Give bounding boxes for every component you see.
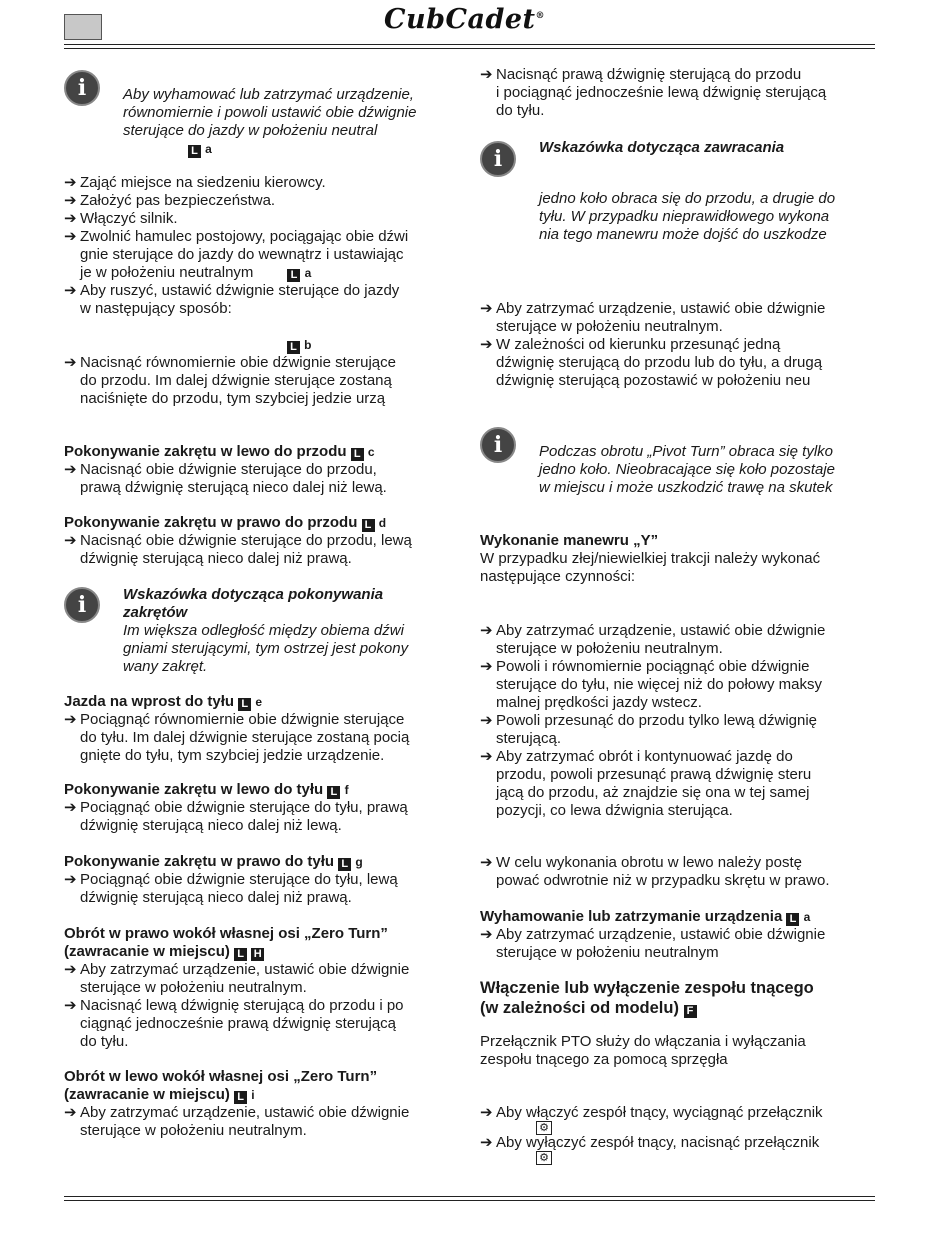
list-item: ➔ Zwolnić hamulec postojowy, pociągając obie dźwi gnie sterujące do jazdy do wewnątrz i ustawiając je w położeniu neutralnym L a xyxy=(64,228,409,281)
arrow-icon: ➔ xyxy=(480,336,493,353)
arrow-icon: ➔ xyxy=(480,1104,493,1121)
figure-label-icon: F xyxy=(684,1005,697,1018)
arrow-icon: ➔ xyxy=(64,961,77,978)
figure-label-icon: L xyxy=(786,913,799,926)
footer-rule-2 xyxy=(64,1200,875,1201)
note-zero-turn-text: jedno koło obraca się do przodu, a drugie do tyłu. W przypadku nieprawidłowego wykona nia tego manewru może dojść do uszkodze xyxy=(539,190,836,243)
section-right-forward: Pokonywanie zakrętu w prawo do przodu L d ➔ Nacisnąć obie dźwignie sterujące do przodu, lewą dźwignię sterującą nieco dalej niż prawą. xyxy=(64,514,412,567)
pto-switch-icon: ⚙ xyxy=(536,1151,552,1165)
list-item: ➔ Założyć pas bezpieczeństwa. xyxy=(64,192,276,209)
info-icon: i xyxy=(64,70,100,106)
arrow-icon: ➔ xyxy=(480,854,493,871)
arrow-icon: ➔ xyxy=(64,210,77,227)
page-number-box xyxy=(64,14,102,40)
figure-label-icon: L xyxy=(338,858,351,871)
section-left-forward: Pokonywanie zakrętu w lewo do przodu L c ➔ Nacisnąć obie dźwignie sterujące do przodu, prawą dźwignię sterującą nieco dalej niż lewą. xyxy=(64,443,387,496)
note-braking: Aby wyhamować lub zatrzymać urządzenie, równomiernie i powoli ustawić obie dźwignie sterujące do jazdy w położeniu neutral L a xyxy=(123,86,417,157)
arrow-icon: ➔ xyxy=(480,926,493,943)
arrow-icon: ➔ xyxy=(480,300,493,317)
section-stop: Wyhamowanie lub zatrzymanie urządzenia L a ➔ Aby zatrzymać urządzenie, ustawić obie dźwignie sterujące w położeniu neutralnym xyxy=(480,908,826,961)
info-icon: i xyxy=(480,141,516,177)
y-left-step: ➔ W celu wykonania obrotu w lewo należy postę pować odwrotnie niż w przypadku skrętu w prawo. xyxy=(480,854,830,889)
figure-label-icon: L xyxy=(287,269,300,282)
header-rule xyxy=(64,44,875,45)
arrow-icon: ➔ xyxy=(64,174,77,191)
y-steps: ➔ Aby zatrzymać urządzenie, ustawić obie dźwignie sterujące w położeniu neutralnym. ➔ Powoli i równomiernie pociągnąć obie dźwignie sterujące do tyłu, nie więcej niż do połowy maksy malnej prędkości jazdy wstecz. ➔ Powoli przesunąć do przodu tylko lewą dźwignię sterującą. ➔ Aby zatrzymać obrót i kontynuować jazdę do przodu, powoli przesunąć prawą dźwignię steru jącą do przodu, aż znajdzie się ona w tej samej pozycji, co lewa dźwignia sterująca. xyxy=(480,622,826,819)
arrow-icon: ➔ xyxy=(64,1104,77,1121)
pto-steps: ➔ Aby włączyć zespół tnący, wyciągnąć przełącznik ⚙ ➔ Aby wyłączyć zespół tnący, nacisnąć przełącznik ⚙ xyxy=(480,1104,823,1164)
info-icon: i xyxy=(480,427,516,463)
arrow-icon: ➔ xyxy=(64,461,77,478)
pto-switch-icon: ⚙ xyxy=(536,1121,552,1135)
section-y-maneuver: Wykonanie manewru „Y” W przypadku złej/niewielkiej trakcji należy wykonać następujące czynności: xyxy=(480,532,821,585)
arrow-icon: ➔ xyxy=(480,1134,493,1151)
info-icon: i xyxy=(64,587,100,623)
section-reverse: Jazda na wprost do tyłu L e ➔ Pociągnąć równomiernie obie dźwignie sterujące do tyłu. Im dalej dźwignie sterujące zostaną pocią gnięte do tyłu, tym szybciej jedzie urządzenie. xyxy=(64,693,410,764)
section-zero-turn-left: Obrót w lewo wokół własnej osi „Zero Turn” (zawracanie w miejscu) L i ➔ Aby zatrzymać urządzenie, ustawić obie dźwignie sterujące w położeniu neutralnym. xyxy=(64,1068,410,1139)
figure-label-icon: L xyxy=(327,786,340,799)
arrow-icon: ➔ xyxy=(64,532,77,549)
figure-label-icon: L xyxy=(351,448,364,461)
figure-label-icon: L xyxy=(188,145,201,158)
arrow-icon: ➔ xyxy=(480,66,493,83)
note-zero-turn: Wskazówka dotycząca zawracania xyxy=(539,139,785,156)
list-item: ➔ Nacisnąć równomiernie obie dźwignie sterujące do przodu. Im dalej dźwignie sterujące zostaną naciśnięte do przodu, tym szybciej jedzie urzą xyxy=(64,354,396,407)
figure-label-icon: L xyxy=(362,519,375,532)
figure-label-icon: L xyxy=(234,948,247,961)
list-item: ➔ Włączyć silnik. xyxy=(64,210,178,227)
arrow-icon: ➔ xyxy=(64,799,77,816)
pto-description: Przełącznik PTO służy do włączania i wyłączania zespołu tnącego za pomocą sprzęgła xyxy=(480,1033,806,1068)
arrow-icon: ➔ xyxy=(64,192,77,209)
section-right-reverse: Pokonywanie zakrętu w prawo do tyłu L g ➔ Pociągnąć obie dźwignie sterujące do tyłu, lewą dźwignię sterującą nieco dalej niż prawą. xyxy=(64,853,398,906)
arrow-icon: ➔ xyxy=(64,228,77,245)
arrow-icon: ➔ xyxy=(480,748,493,765)
arrow-icon: ➔ xyxy=(64,354,77,371)
arrow-icon: ➔ xyxy=(480,622,493,639)
arrow-icon: ➔ xyxy=(480,712,493,729)
figure-label-icon: L xyxy=(234,1091,247,1104)
arrow-icon: ➔ xyxy=(480,658,493,675)
zero-turn-step: ➔ Nacisnąć prawą dźwignię sterującą do przodu i pociągnąć jednocześnie lewą dźwignię sterującą do tyłu. xyxy=(480,66,827,119)
cub-cadet-logo: CubCadet® xyxy=(384,4,546,35)
start-steps: ➔ Zająć miejsce na siedzeniu kierowcy. ➔ Założyć pas bezpieczeństwa. ➔ Włączyć silnik. ➔ Zwolnić hamulec postojowy, pociągając obie dźwi gnie sterujące do jazdy do wewnątrz i ustawiając je w położeniu neutralnym L a ➔ Aby ruszyć, ustawić dźwignie sterujące do jazdy w następujący sposób: L b ➔ Nacisnąć równomiernie obie dźwignie sterujące do przodu. Im dalej dźwignie sterujące zostaną naciśnięte do przodu, tym szybciej jedzie urzą xyxy=(64,174,464,408)
note-turning: Wskazówka dotycząca pokonywania zakrętów Im większa odległość między obiema dźwi gniami sterującymi, tym ostrzej jest pokony wany zakręt. xyxy=(123,586,409,675)
pivot-steps: ➔ Aby zatrzymać urządzenie, ustawić obie dźwignie sterujące w położeniu neutralnym. ➔ W zależności od kierunku przesunąć jedną dźwignię sterującą do przodu lub do tyłu, a drugą dźwignię sterującą pozostawić w położeniu neu xyxy=(480,300,826,389)
figure-label-icon: H xyxy=(251,948,264,961)
note-pivot: Podczas obrotu „Pivot Turn” obraca się tylko jedno koło. Nieobracające się koło pozostaje w miejscu i może uszkodzić trawę na skutek xyxy=(539,443,836,496)
section-zero-turn-right: Obrót w prawo wokół własnej osi „Zero Turn” (zawracanie w miejscu) L H ➔ Aby zatrzymać urządzenie, ustawić obie dźwignie sterujące w położeniu neutralnym. ➔ Nacisnąć lewą dźwignię sterującą do przodu i po ciągnąć jednocześnie prawą dźwignię sterującą do tyłu. xyxy=(64,925,410,1050)
section-pto-title: Włączenie lub wyłączenie zespołu tnącego (w zależności od modelu) F xyxy=(480,979,814,1017)
arrow-icon: ➔ xyxy=(64,997,77,1014)
section-left-reverse: Pokonywanie zakrętu w lewo do tyłu L f ➔ Pociągnąć obie dźwignie sterujące do tyłu, prawą dźwignię sterującą nieco dalej niż lewą. xyxy=(64,781,408,834)
arrow-icon: ➔ xyxy=(64,711,77,728)
arrow-icon: ➔ xyxy=(64,871,77,888)
figure-label-icon: L xyxy=(287,341,300,354)
list-item: ➔ Aby ruszyć, ustawić dźwignie sterujące do jazdy w następujący sposób: xyxy=(64,282,400,317)
list-item: ➔ Zająć miejsce na siedzeniu kierowcy. xyxy=(64,174,326,191)
footer-rule xyxy=(64,1196,875,1197)
header-rule-2 xyxy=(64,48,875,49)
arrow-icon: ➔ xyxy=(64,282,77,299)
figure-label-icon: L xyxy=(238,698,251,711)
